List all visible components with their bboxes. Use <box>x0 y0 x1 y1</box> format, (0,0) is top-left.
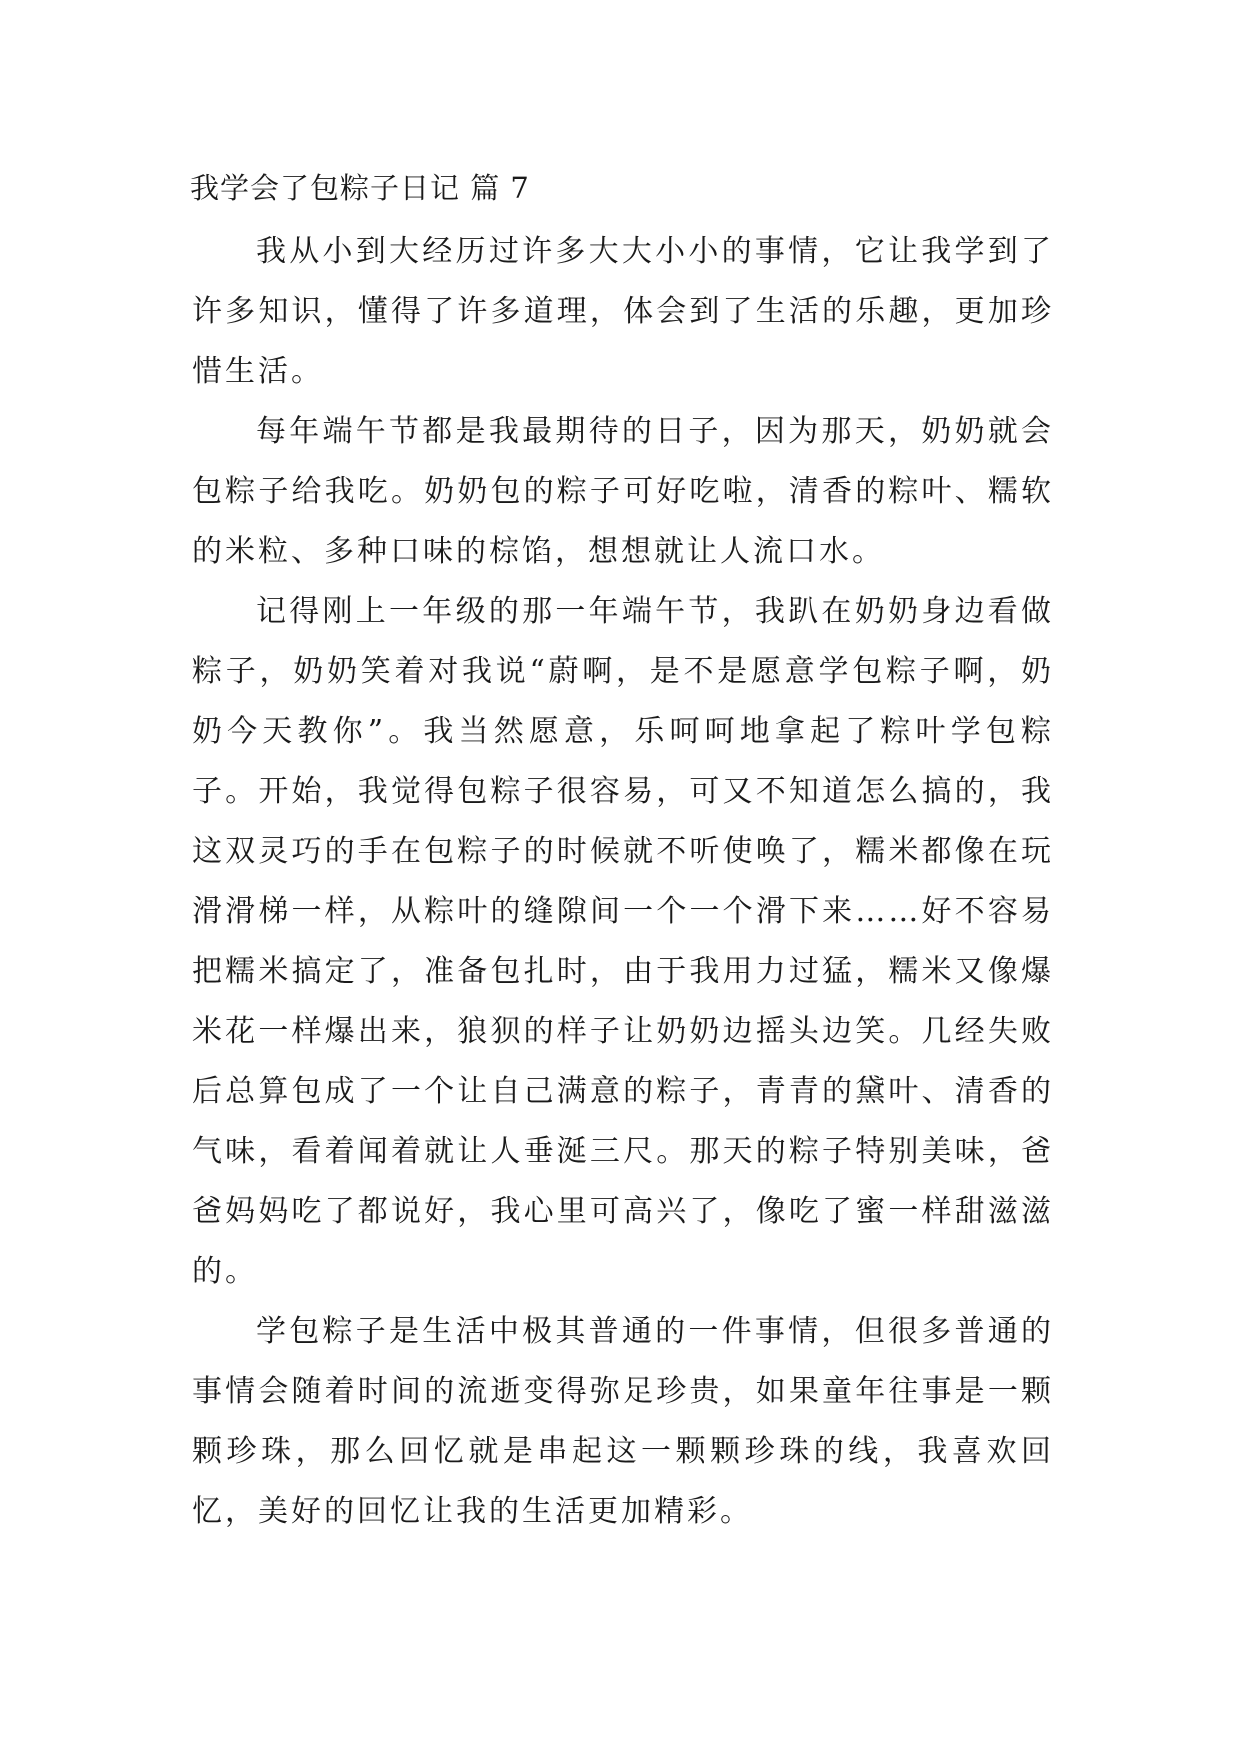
paragraph-intro: 我从小到大经历过许多大大小小的事情，它让我学到了许多知识，懂得了许多道理，体会到了生活的乐趣，更加珍惜生活。 <box>192 234 1054 389</box>
paragraph-conclusion: 学包粽子是生活中极其普通的一件事情，但很多普通的事情会随着时间的流逝变得弥足珍贵，如果童年往事是一颗颗珍珠，那么回忆就是串起这一颗颗珍珠的线，我喜欢回忆，美好的回忆让我的生活更加精彩。 <box>192 1314 1054 1529</box>
document-body <box>192 222 1054 1542</box>
document-title: 我学会了包粽子日记 篇 7 <box>190 171 530 205</box>
paragraph-learning-story: 记得刚上一年级的那一年端午节，我趴在奶奶身边看做粽子，奶奶笑着对我说“蔚啊，是不是愿意学包粽子啊，奶奶今天教你”。我当然愿意，乐呵呵地拿起了粽叶学包粽子。开始，我觉得包粽子很容易，可又不知道怎么搞的，我这双灵巧的手在包粽子的时候就不听使唤了，糯米都像在玩滑滑梯一样，从粽叶的缝隙间一个一个滑下来……好不容易把糯米搞定了，准备包扎时，由于我用力过猛，糯米又像爆米花一样爆出来，狼狈的样子让奶奶边摇头边笑。几经失败后总算包成了一个让自己满意的粽子，青青的黛叶、清香的气味，看着闻着就让人垂涎三尺。那天的粽子特别美味，爸爸妈妈吃了都说好，我心里可高兴了，像吃了蜜一样甜滋滋的。 <box>192 594 1054 1289</box>
paragraph-dragon-boat-festival: 每年端午节都是我最期待的日子，因为那天，奶奶就会包粽子给我吃。奶奶包的粽子可好吃啦，清香的粽叶、糯软的米粒、多种口味的棕馅，想想就让人流口水。 <box>192 414 1054 569</box>
